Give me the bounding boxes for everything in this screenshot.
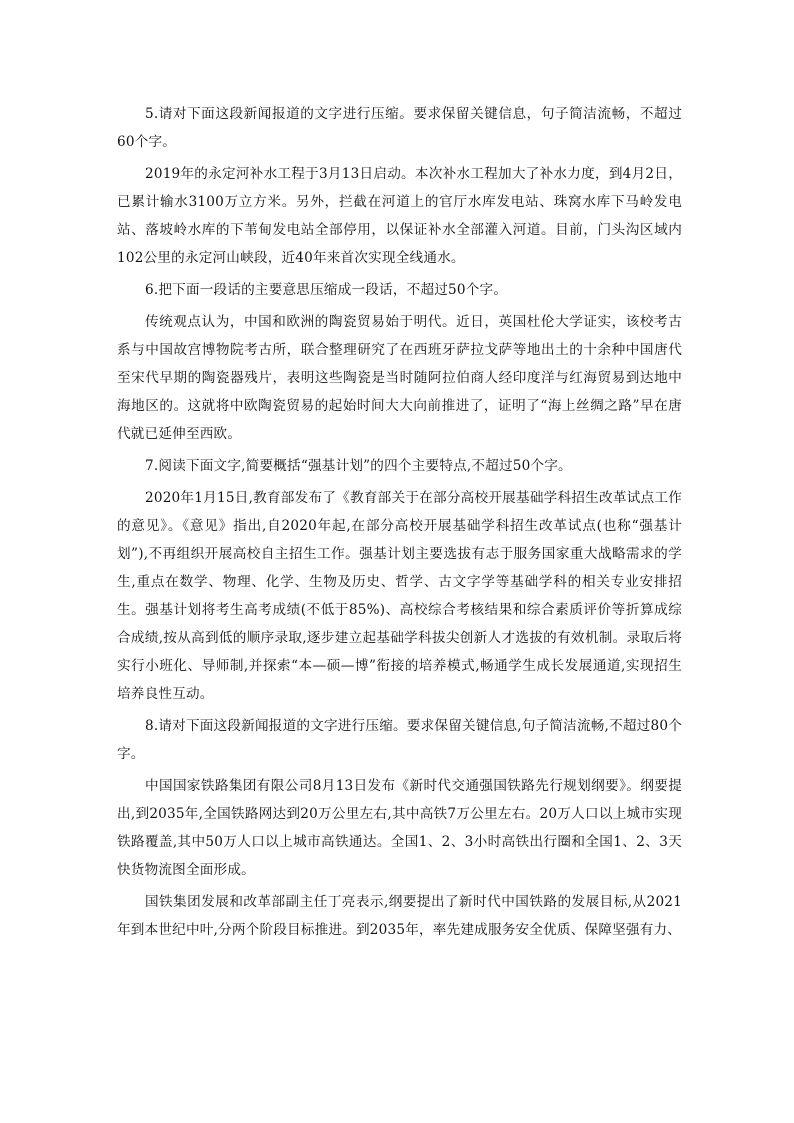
passage-ceramics-trade: 传统观点认为，中国和欧洲的陶瓷贸易始于明代。近日，英国杜伦大学证实，该校考古系与中国故宫博物院考古所，联合整理研究了在西班牙萨拉戈萨等地出土的十余种中国唐代至宋代早期的陶瓷器残片，表明这些陶瓷是当时随阿拉伯商人经印度洋与红海贸易到达地中海地区的。这就将中欧陶瓷贸易的起始时间大大向前推进了，证明了“海上丝绸之路”早在唐代就已延伸至西欧。 — [117, 314, 682, 442]
question-8: 8.请对下面这段新闻报道的文字进行压缩。要求保留关键信息,句子简洁流畅,不超过80个字。 — [117, 718, 682, 762]
question-6: 6.把下面一段话的主要意思压缩成一段话，不超过50个字。 — [145, 282, 508, 298]
question-7: 7.阅读下面文字,简要概括“强基计划”的四个主要特点,不超过50个字。 — [145, 458, 572, 474]
passage-strong-foundation-plan: 2020年1月15日,教育部发布了《教育部关于在部分高校开展基础学科招生改革试点工作的意见》。《意见》指出,自2020年起,在部分高校开展基础学科招生改革试点(也称“强基计划”),不再组织开展高校自主招生工作。强基计划主要选拔有志于服务国家重大战略需求的学生,重点在数学、物理、化学、生物及历史、哲学、古文字学等基础学科的相关专业安排招生。强基计划将考生高考成绩(不低于85%)、高校综合考核结果和综合素质评价等折算成综合成绩,按从高到低的顺序录取,逐步建立起基础学科拔尖创新人才选拔的有效机制。录取后将实行小班化、导师制,并探索“本—硕—博”衔接的培养模式,畅通学生成长发展通道,实现招生培养良性互动。 — [117, 490, 682, 702]
passage-railway-plan: 中国国家铁路集团有限公司8月13日发布《新时代交通强国铁路先行规划纲要》。纲要提出,到2035年,全国铁路网达到20万公里左右,其中高铁7万公里左右。20万人口以上城市实现铁路覆盖,其中50万人口以上城市高铁通达。全国1、2、3小时高铁出行圈和全国1、2、3天快货物流图全面形成。 — [117, 778, 682, 878]
passage-railway-goals: 国铁集团发展和改革部副主任丁亮表示,纲要提出了新时代中国铁路的发展目标,从2021年到本世纪中叶,分两个阶段目标推进。到2035年，率先建成服务安全优质、保障坚强有力、 — [117, 894, 682, 938]
question-5: 5.请对下面这段新闻报道的文字进行压缩。要求保留关键信息，句子简洁流畅，不超过60个字。 — [117, 106, 682, 150]
document-page — [117, 100, 682, 948]
passage-yongding-river: 2019年的永定河补水工程于3月13日启动。本次补水工程加大了补水力度，到4月2日，已累计输水3100万立方米。另外，拦截在河道上的官厅水库发电站、珠窝水库下马岭发电站、落坡岭水库的下苇甸发电站全部停用，以保证补水全部灌入河道。目前，门头沟区域内102公里的永定河山峡段，近40年来首次实现全线通水。 — [117, 166, 682, 266]
